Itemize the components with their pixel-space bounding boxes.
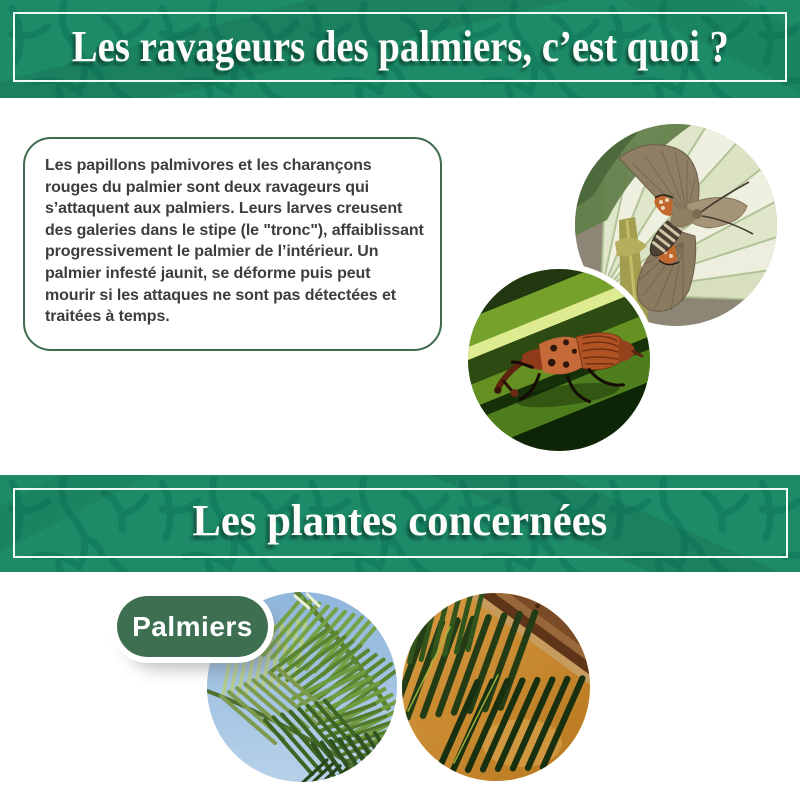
dried-palm-photo xyxy=(402,593,590,781)
palmiers-badge-label: Palmiers xyxy=(132,610,253,642)
dried-palm-illustration xyxy=(402,593,590,781)
palmiers-badge xyxy=(117,596,268,657)
plants-section-title: Les plantes concernées xyxy=(192,496,608,545)
red-palm-weevil-photo xyxy=(462,263,656,457)
plants-title-banner xyxy=(0,475,800,572)
red-palm-weevil-illustration xyxy=(468,269,650,451)
intro-paragraph: Les papillons palmivores et les charançons rouges du palmier sont deux ravageurs qui s’attaquent aux palmiers. Leurs larves creusent des galeries dans le stipe (le "tronc"), affaiblissant progressivement le palmier de l’intérieur. Un palmier infesté jaunit, se déforme puis peut mourir si les attaques ne sont pas détectées et traitées à temps. xyxy=(45,157,424,326)
page-title: Les ravageurs des palmiers, c’est quoi ? xyxy=(71,21,729,71)
pests-title-banner xyxy=(0,0,800,98)
intro-text-box xyxy=(23,137,442,351)
